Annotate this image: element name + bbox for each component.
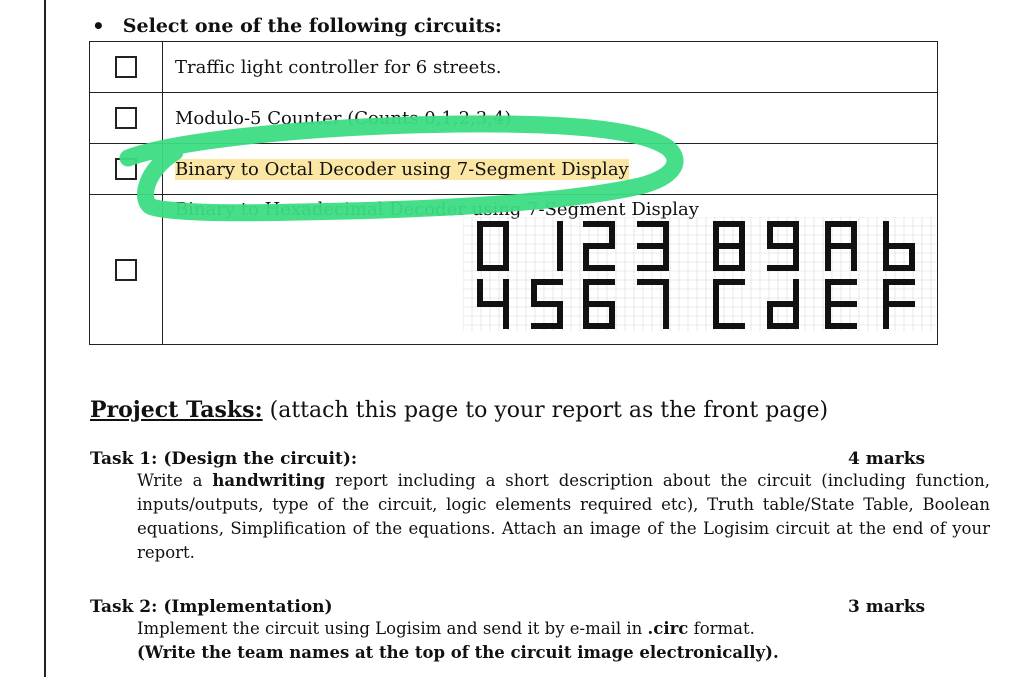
segment-b [503, 279, 509, 304]
select-heading [92, 14, 502, 38]
seven-segment-digits [463, 217, 937, 331]
segment-b [739, 221, 745, 246]
segment-b [609, 221, 615, 246]
task-1-text: Write a [137, 471, 213, 490]
segment-g [767, 301, 799, 307]
seven-segment-digit-6 [583, 279, 615, 329]
seven-segment-digit-C [713, 279, 745, 329]
segment-e [825, 304, 831, 329]
circuit-option-cell [163, 195, 938, 345]
circuit-options-table [89, 41, 938, 345]
task-1-body [137, 469, 990, 565]
segment-f [825, 279, 831, 304]
circuit-option-label: Traffic light controller for 6 streets. [163, 42, 938, 93]
seven-segment-digit-3 [637, 221, 669, 271]
segment-e [477, 246, 483, 271]
segment-b [663, 221, 669, 246]
segment-e [825, 246, 831, 271]
segment-g [767, 243, 799, 249]
segment-g [825, 301, 857, 307]
segment-g [531, 301, 563, 307]
checkbox-cell [90, 195, 163, 345]
segment-e [713, 246, 719, 271]
seven-segment-digit-2 [583, 221, 615, 271]
seven-segment-digit-1 [557, 221, 563, 271]
task-1-marks: 4 marks [848, 449, 926, 469]
highlighted-option-label: Binary to Octal Decoder using 7-Segment Display [175, 158, 629, 180]
segment-f [883, 221, 889, 246]
segment-e [583, 304, 589, 329]
project-tasks-heading [90, 397, 828, 423]
segment-f [713, 221, 719, 246]
segment-e [767, 304, 773, 329]
select-heading-text: Select one of the following circuits: [122, 15, 502, 37]
checkbox[interactable] [115, 259, 137, 281]
segment-g [883, 243, 915, 249]
seven-segment-digit-9 [767, 221, 799, 271]
seven-segment-digit-7 [637, 279, 669, 329]
segment-d [531, 323, 563, 329]
segment-b [663, 279, 669, 304]
circuit-option-row [90, 42, 938, 93]
project-tasks-note: (attach this page to your report as the front page) [269, 398, 829, 423]
seven-segment-digit-F [883, 279, 915, 329]
task-1-text-rest: report including a short description about the circuit (including function, inputs/outputs, type of the circuit, logic elements required etc), Truth table/State Table, Boolean equations, Simplification of the equations. Attach an image of the Logisim circuit at the end of your report. [137, 471, 990, 562]
segment-c [851, 246, 857, 271]
checkbox[interactable] [115, 107, 137, 129]
checkbox-cell [90, 93, 163, 144]
segment-f [825, 221, 831, 246]
segment-c [557, 246, 563, 271]
seven-segment-digit-5 [531, 279, 563, 329]
segment-g [583, 243, 615, 249]
segment-f [531, 279, 537, 304]
segment-f [883, 279, 889, 304]
segment-g [713, 243, 745, 249]
task-2-marks: 3 marks [848, 597, 926, 617]
task-2 [90, 597, 990, 665]
seven-segment-digit-8 [713, 221, 745, 271]
segment-f [583, 279, 589, 304]
circuit-option-row [90, 144, 938, 195]
segment-f [477, 221, 483, 246]
circuit-option-label: Binary to Hexadecimal Decoder using 7-Segment Display [175, 199, 699, 220]
segment-c [503, 304, 509, 329]
segment-e [883, 246, 889, 271]
page-left-edge [44, 0, 46, 677]
segment-d [637, 265, 669, 271]
task-1-bold: handwriting [212, 471, 326, 490]
task-1 [90, 449, 990, 565]
circuit-option-row [90, 195, 938, 345]
task-2-text: Implement the circuit using Logisim and send it by e-mail in [137, 619, 648, 638]
circuit-option-label-cell [163, 144, 938, 195]
circuit-option-label: Modulo-5 Counter (Counts 0,1,2,3,4) [163, 93, 938, 144]
segment-g [477, 301, 509, 307]
task-2-instruction: (Write the team names at the top of the circuit image electronically). [137, 643, 779, 662]
task-2-title: Task 2: (Implementation) [90, 597, 333, 617]
segment-e [713, 304, 719, 329]
task-2-text-rest: format. [688, 619, 755, 638]
segment-e [883, 304, 889, 329]
task-1-title: Task 1: (Design the circuit): [90, 449, 358, 469]
task-2-bold: .circ [647, 619, 689, 638]
segment-d [767, 265, 799, 271]
seven-segment-digit-b [883, 221, 915, 271]
segment-f [713, 279, 719, 304]
segment-b [557, 221, 563, 246]
segment-g [883, 301, 915, 307]
segment-b [851, 221, 857, 246]
segment-b [793, 221, 799, 246]
segment-c [663, 304, 669, 329]
bullet: • [92, 14, 105, 38]
segment-f [767, 221, 773, 246]
project-tasks-title: Project Tasks: [90, 397, 263, 423]
segment-g [637, 243, 669, 249]
checkbox[interactable] [115, 158, 137, 180]
seven-segment-figure [463, 217, 937, 331]
checkbox-cell [90, 144, 163, 195]
seven-segment-digit-4 [477, 279, 509, 329]
segment-e [583, 246, 589, 271]
segment-g [825, 243, 857, 249]
segment-b [793, 279, 799, 304]
task-2-body [137, 617, 990, 665]
checkbox-cell [90, 42, 163, 93]
seven-segment-digit-0 [477, 221, 509, 271]
circuit-option-row [90, 93, 938, 144]
seven-segment-digit-d [767, 279, 799, 329]
checkbox[interactable] [115, 56, 137, 78]
segment-f [477, 279, 483, 304]
segment-g [583, 301, 615, 307]
segment-b [503, 221, 509, 246]
